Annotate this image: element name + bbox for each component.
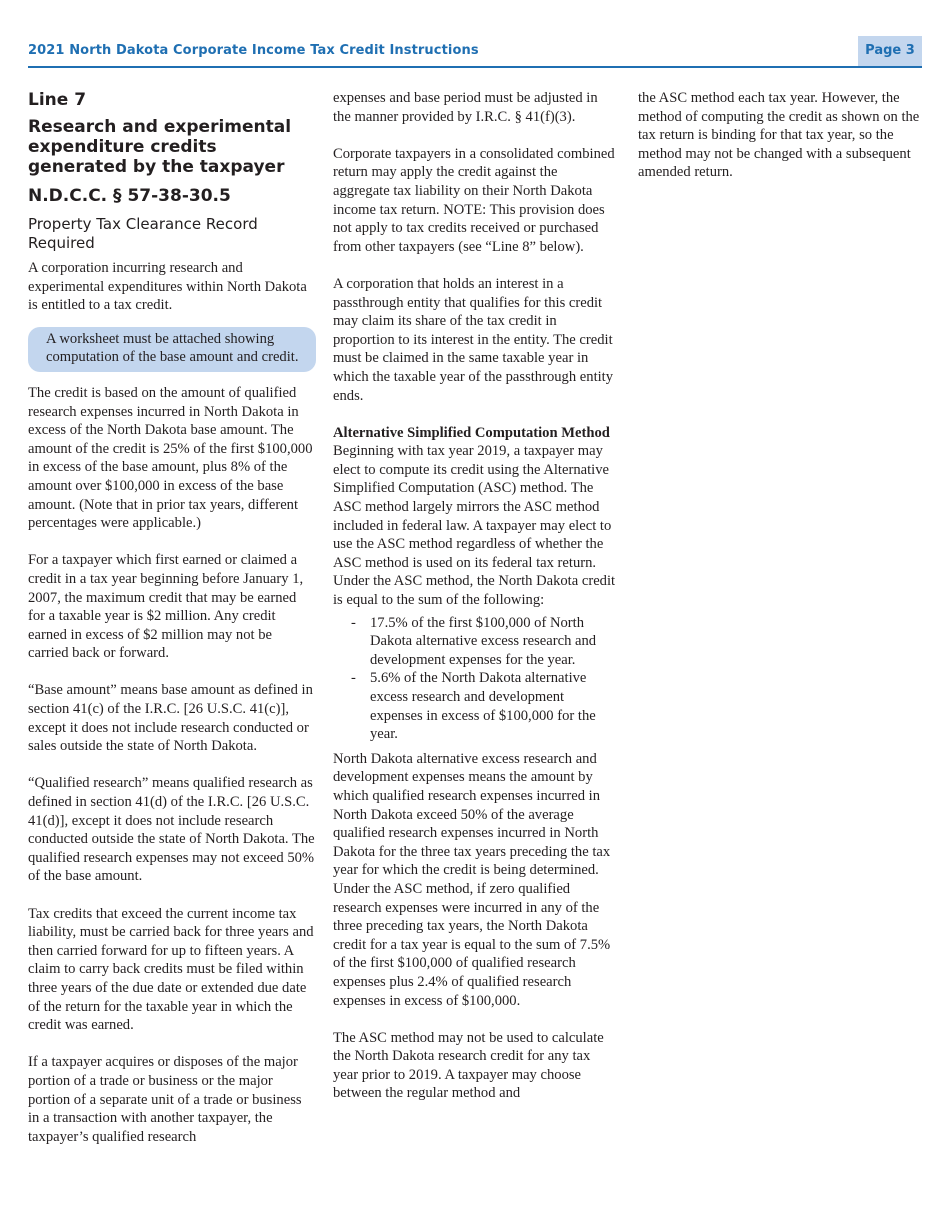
paragraph: The ASC method may not be used to calculate the North Dakota research credit for any tax year prior to 2019. A taxpayer may choose between the regular method and (333, 1029, 604, 1102)
column-2 (333, 89, 617, 1103)
list-item: - 17.5% of the first $100,000 of North Dakota alternative excess research and development expenses for the year. (333, 614, 617, 670)
paragraph: Beginning with tax year 2019, a taxpayer may elect to compute its credit using the Alternative Simplified Computation (ASC) method. The ASC method largely mirrors the ASC method included in federal law. A taxpayer may elect to use the ASC method regardless of whether the ASC method is used on its federal tax return. Under the ASC method, the North Dakota credit is equal to the sum of the following: (333, 443, 616, 609)
statute-citation: N.D.C.C. § 57-38-30.5 (28, 186, 231, 206)
column-1 (28, 89, 316, 1146)
section-title: Research and experimental expenditure credits generated by the taxpayer (28, 117, 292, 177)
paragraph: For a taxpayer which first earned or claimed a credit in a tax year beginning before January 1, 2007, the maximum credit that may be earned for a taxable year is $2 million. Any credit earned in excess of $2 million may not be carried back or forward. (28, 552, 304, 662)
paragraph: If a taxpayer acquires or disposes of the major portion of a trade or business or the major portion of a separate unit of a trade or business in a transaction with another taxpayer, the taxpayer’s qualified research (28, 1054, 302, 1145)
worksheet-callout: A worksheet must be attached showing computation of the base amount and credit. (28, 327, 316, 372)
paragraph: A corporation that holds an interest in a passthrough entity that qualifies for this credit may claim its share of the tax credit in proportion to its interest in the entity. The credit must be claimed in the same taxable year in which the taxable year of the passthrough entity ends. (333, 275, 614, 404)
list-item: - 5.6% of the North Dakota alternative excess research and development expenses in excess of $100,000 for the year. (333, 669, 617, 743)
paragraph: A corporation incurring research and experimental expenditures within North Dakota is entitled to a tax credit. (28, 260, 307, 314)
paragraph: the ASC method each tax year. However, the method of computing the credit as shown on the tax return is binding for that tax year, so the method may not be changed with a subsequent amended return. (638, 90, 920, 181)
paragraph: Tax credits that exceed the current income tax liability, must be carried back for three years and then carried forward for up to fifteen years. A claim to carry back credits must be filed within three years of the due date or extended due date of the return for the taxable year in which the credit was earned. (28, 905, 314, 1034)
paragraph: Corporate taxpayers in a consolidated combined return may apply the credit against the aggregate tax liability on their North Dakota income tax return. NOTE: This provision does not apply to tax credits received or purchased from other taxpayers (see “Line 8” below). (333, 145, 615, 255)
paragraph: expenses and base period must be adjusted in the manner provided by I.R.C. § 41(f)(3). (333, 90, 598, 125)
paragraph: “Base amount” means base amount as defined in section 41(c) of the I.R.C. [26 U.S.C. 41(c)], except it does not include research conducted or sales outside the state of North Dakota. (28, 682, 313, 755)
paragraph: The credit is based on the amount of qualified research expenses incurred in North Dakota in excess of the North Dakota base amount. The amount of the credit is 25% of the first $100,000 in excess of the base amount, plus 8% of the amount over $100,000 in excess of the base amount. (Note that in prior tax years, different percentages were applicable.) (28, 384, 313, 532)
page-number: Page 3 (858, 36, 922, 66)
page-header (28, 36, 922, 68)
asc-bullet-list (333, 614, 617, 744)
line-heading: Line 7 (28, 90, 87, 110)
column-3 (638, 89, 922, 182)
section-subtitle: Property Tax Clearance Record Required (28, 215, 258, 252)
paragraph: “Qualified research” means qualified research as defined in section 41(d) of the I.R.C. [26 U.S.C. 41(d)], except it does not include research conducted outside the state of North Dakota. The qualified research expenses may not exceed 50% of the base amount. (28, 775, 315, 885)
paragraph: North Dakota alternative excess research and development expenses means the amount by which qualified research expenses incurred in North Dakota exceed 50% of the average qualified research expenses incurred in North Dakota for the three tax years preceding the tax year for which the credit is being determined. Under the ASC method, if zero qualified research expenses were incurred in any of the three preceding tax years, the North Dakota credit for a tax year is equal to the sum of 7.5% of the first $100,000 of qualified research expenses plus 2.4% of qualified research expenses in excess of $100,000. (333, 750, 611, 1009)
asc-heading: Alternative Simplified Computation Method (333, 424, 610, 441)
document-title: 2021 North Dakota Corporate Income Tax Credit Instructions (28, 43, 479, 58)
